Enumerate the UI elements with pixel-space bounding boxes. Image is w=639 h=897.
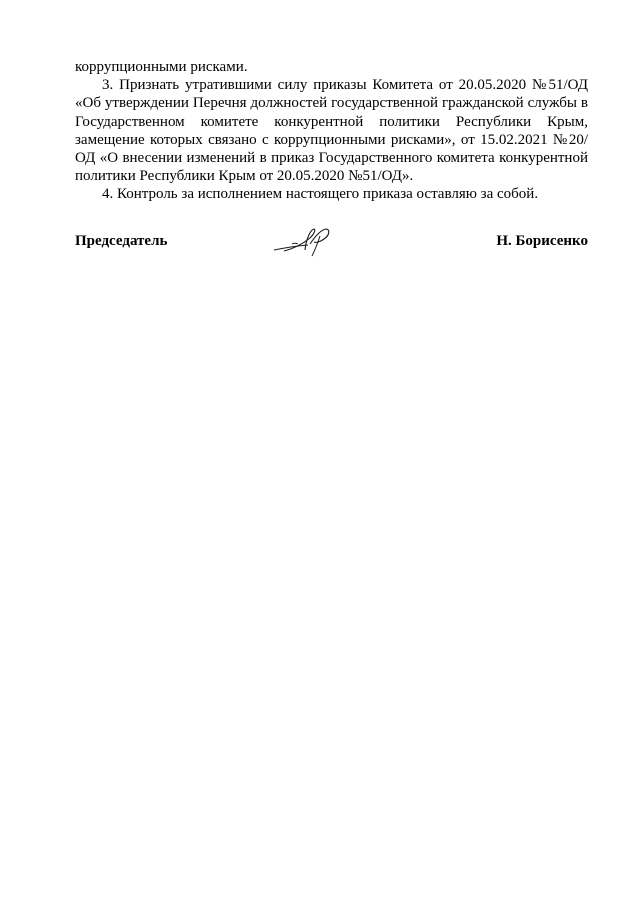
- signatory-name: Н. Борисенко: [496, 233, 588, 249]
- handwritten-signature: [270, 224, 340, 258]
- signatory-title: Председатель: [75, 233, 168, 249]
- paragraph-item-4: 4. Контроль за исполнением настоящего приказа оставляю за собой.: [102, 186, 539, 203]
- paragraph-continuation: коррупционными рисками.: [75, 59, 248, 75]
- document-body: [75, 58, 588, 204]
- paragraph-item-3: 3. Признать утратившими силу приказы Комитета от 20.05.2020 №51/ОД «Об утверждении Перечня должностей государственной гражданской службы в Государственном комитете конкурентной политики Республики Крым, замещение которых связано с коррупционными рисками», от 15.02.2021 №20/ОД «О внесении изменений в приказ Государственного комитета конкурентной политики Республики Крым от 20.05.2020 №51/ОД».: [75, 77, 588, 185]
- signature-block: [75, 230, 588, 260]
